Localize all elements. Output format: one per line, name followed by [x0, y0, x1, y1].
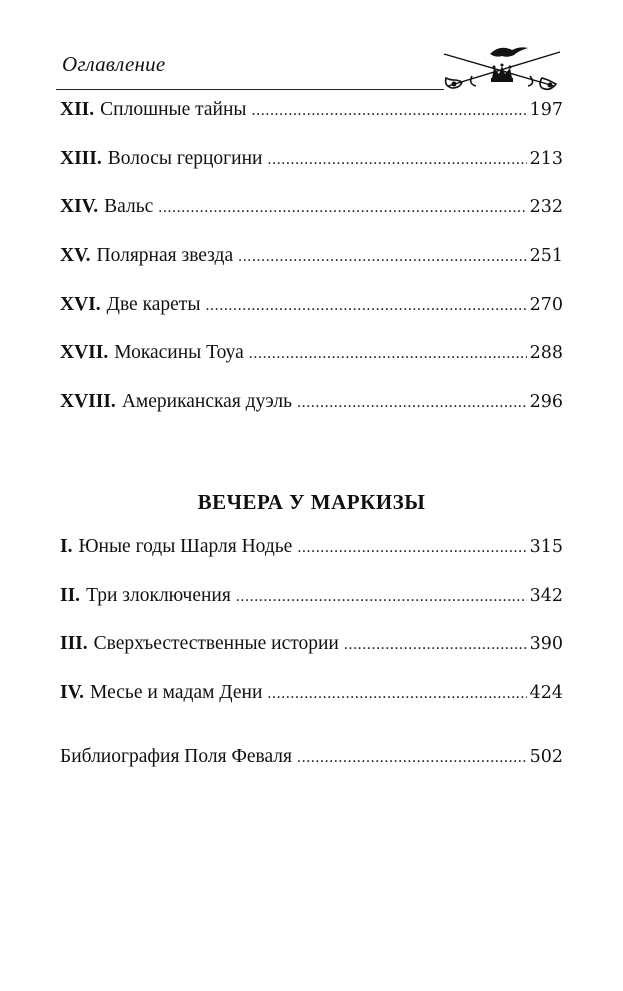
toc-entry[interactable] — [60, 585, 563, 634]
toc-entry[interactable] — [60, 196, 563, 245]
page-number: 232 — [529, 197, 563, 218]
toc-entry-bibliography[interactable] — [60, 746, 563, 795]
page-number: 424 — [529, 683, 563, 704]
bibliography-title: Библиография Поля Феваля — [60, 746, 292, 767]
chapter-number: XIII. — [60, 147, 102, 169]
chapter-title: Американская дуэль — [121, 391, 292, 413]
dot-leader — [344, 636, 527, 654]
chapter-number: XVIII. — [60, 391, 116, 413]
dot-leader — [297, 539, 526, 557]
page-number: 288 — [529, 343, 563, 364]
toc-entry[interactable] — [60, 148, 563, 197]
toc-list-bibliography — [60, 746, 563, 795]
chapter-title: Сплошные тайны — [100, 99, 247, 120]
chapter-number: XII. — [60, 99, 95, 120]
page-number: 197 — [529, 100, 563, 120]
page-number: 213 — [529, 148, 563, 169]
dot-leader — [158, 199, 526, 217]
chapter-title: Две кареты — [106, 293, 201, 315]
toc-list-part1 — [60, 99, 563, 440]
toc-entry[interactable] — [60, 682, 563, 731]
chapter-title: Волосы герцогини — [107, 147, 263, 169]
dot-leader — [297, 749, 527, 767]
crossed-swords-crown-icon — [438, 40, 566, 94]
header-rule — [56, 89, 444, 90]
page-number: 342 — [529, 585, 563, 606]
dot-leader — [297, 394, 527, 412]
dot-leader — [267, 151, 526, 169]
chapter-title: Месье и мадам Дени — [90, 682, 263, 704]
chapter-number: IV. — [60, 682, 85, 704]
page-number: 296 — [529, 392, 563, 413]
toc-entry[interactable] — [60, 536, 563, 585]
toc-entry[interactable] — [60, 633, 563, 682]
chapter-title: Три злоключения — [86, 584, 231, 606]
toc-entry[interactable] — [60, 294, 563, 343]
running-head-title: Оглавление — [62, 52, 166, 76]
dot-leader — [252, 102, 527, 120]
toc-entry[interactable] — [60, 245, 563, 294]
chapter-title: Вальс — [104, 196, 154, 218]
section-heading: ВЕЧЕРА У МАРКИЗЫ — [197, 490, 426, 514]
chapter-title: Сверхъестественные истории — [93, 633, 339, 655]
page-header — [56, 40, 566, 94]
chapter-number: III. — [60, 633, 88, 655]
chapter-number: XVI. — [60, 293, 101, 315]
chapter-number: II. — [60, 584, 81, 606]
chapter-number: XIV. — [60, 196, 99, 218]
chapter-number: I. — [60, 536, 73, 557]
dot-leader — [205, 297, 526, 315]
chapter-number: XV. — [60, 245, 91, 267]
chapter-title: Юные годы Шарля Нодье — [78, 536, 293, 557]
dot-leader — [249, 345, 527, 363]
dot-leader — [267, 685, 526, 703]
page-number: 251 — [529, 246, 563, 267]
chapter-title: Полярная звезда — [96, 245, 234, 267]
chapter-title: Мокасины Тоуа — [114, 342, 244, 364]
page-number: 270 — [529, 294, 563, 315]
page-number: 390 — [529, 634, 563, 655]
toc-entry[interactable] — [60, 99, 563, 148]
toc-list-part2 — [60, 536, 563, 731]
page-number: 315 — [529, 537, 563, 557]
toc-entry[interactable] — [60, 391, 563, 440]
dot-leader — [238, 248, 526, 266]
toc-entry[interactable] — [60, 342, 563, 391]
dot-leader — [236, 588, 527, 606]
page-number: 502 — [529, 747, 563, 767]
chapter-number: XVII. — [60, 342, 109, 364]
